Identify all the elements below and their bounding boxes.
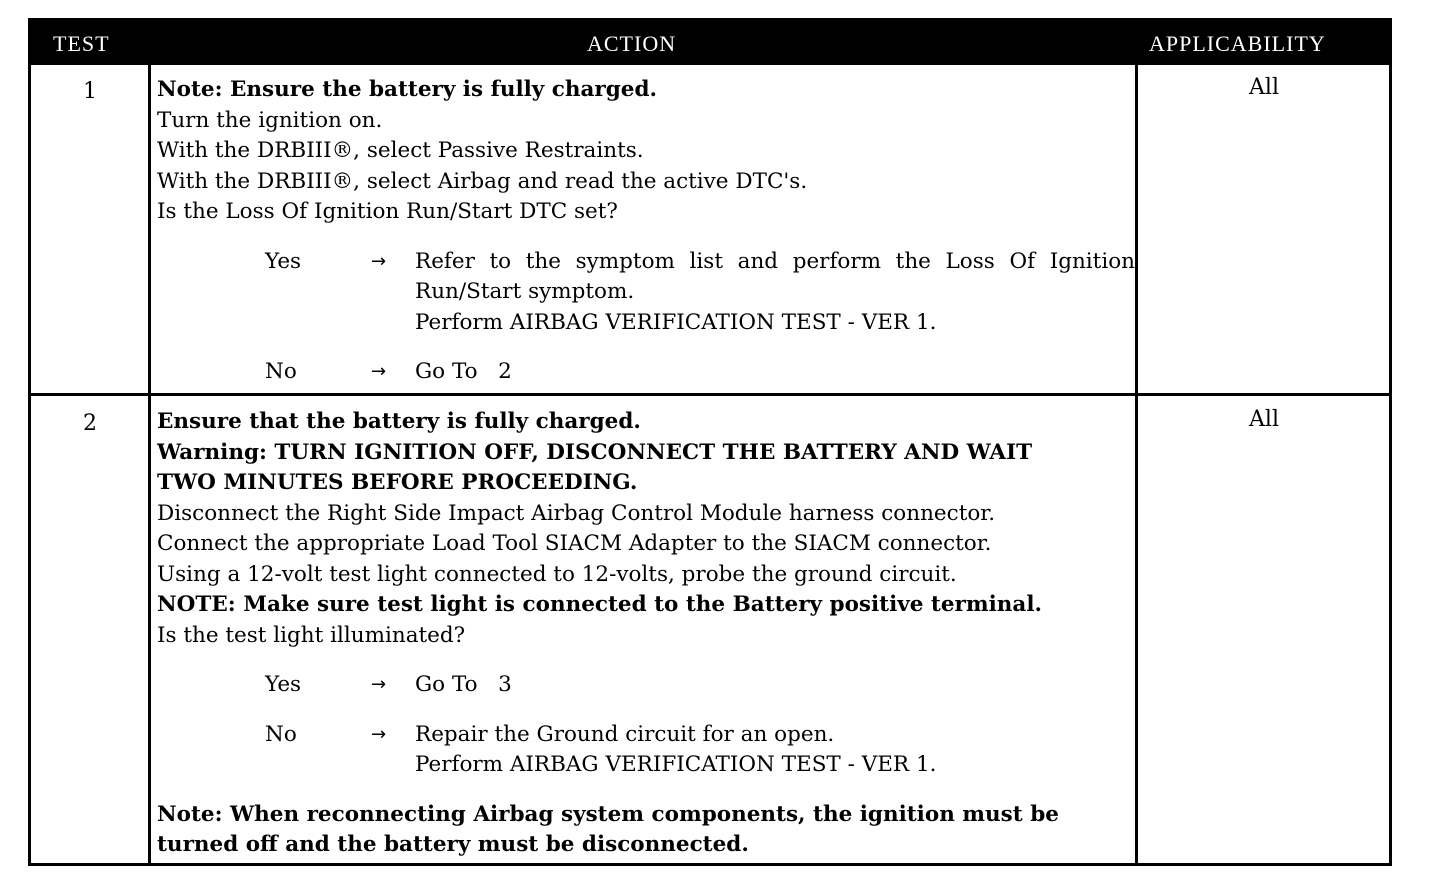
row-divider	[31, 393, 1389, 396]
action-line: With the DRBIII®, select Airbag and read the active DTC's.	[157, 168, 808, 194]
test-number-1: 1	[83, 79, 97, 104]
right-arrow-icon: →	[371, 674, 387, 695]
response-line: Repair the Ground circuit for an open.	[415, 721, 835, 747]
response-line: Go To 2	[415, 359, 512, 384]
table-header	[31, 21, 1389, 65]
response-line: Perform AIRBAG VERIFICATION TEST - VER 1.	[415, 309, 937, 335]
yes-label: Yes	[265, 248, 302, 274]
action-line: Using a 12-volt test light connected to 12-volts, probe the ground circuit.	[157, 561, 957, 587]
response-line: Refer to the symptom list and perform the Loss Of Ignition Run/Start symptom.	[415, 248, 1135, 304]
action-line: TWO MINUTES BEFORE PROCEEDING.	[157, 470, 638, 495]
column-divider	[1135, 65, 1138, 863]
no-label: No	[265, 721, 297, 747]
action-cell-1	[157, 75, 1135, 388]
yes-label: Yes	[265, 672, 302, 697]
action-line: Ensure that the battery is fully charged.	[157, 409, 641, 434]
header-test: TEST	[53, 31, 110, 56]
applicability-1: All	[1249, 75, 1279, 100]
response-line: Perform AIRBAG VERIFICATION TEST - VER 1.	[415, 752, 937, 777]
yes-response	[157, 247, 1135, 339]
right-arrow-icon: →	[371, 361, 387, 382]
header-applicability: APPLICABILITY	[1149, 31, 1326, 56]
yes-response	[157, 670, 1135, 701]
footnote-line: Note: When reconnecting Airbag system components, the ignition must be	[157, 801, 1059, 827]
action-line: Is the Loss Of Ignition Run/Start DTC set?	[157, 199, 618, 224]
action-line: Disconnect the Right Side Impact Airbag Control Module harness connector.	[157, 500, 996, 526]
header-action: ACTION	[587, 31, 677, 56]
no-response	[157, 357, 1135, 388]
test-number-2: 2	[83, 411, 97, 436]
action-cell-2	[157, 407, 1135, 861]
footnote-line: turned off and the battery must be disconnected.	[157, 832, 749, 857]
response-line: Go To 3	[415, 672, 512, 697]
test-procedure-table	[28, 18, 1392, 866]
action-line: Warning: TURN IGNITION OFF, DISCONNECT THE BATTERY AND WAIT	[157, 439, 1033, 465]
footnote	[157, 800, 1135, 861]
action-line: With the DRBIII®, select Passive Restraints.	[157, 138, 644, 163]
no-response	[157, 720, 1135, 781]
column-divider	[148, 65, 151, 863]
applicability-2: All	[1249, 407, 1279, 432]
right-arrow-icon: →	[371, 723, 387, 745]
no-label: No	[265, 359, 297, 384]
right-arrow-icon: →	[371, 250, 387, 272]
action-line: Is the test light illuminated?	[157, 622, 466, 648]
action-line: Connect the appropriate Load Tool SIACM Adapter to the SIACM connector.	[157, 531, 992, 556]
action-line: Note: Ensure the battery is fully charged.	[157, 77, 657, 102]
action-line: NOTE: Make sure test light is connected to the Battery positive terminal.	[157, 592, 1043, 617]
action-line: Turn the ignition on.	[157, 107, 383, 133]
